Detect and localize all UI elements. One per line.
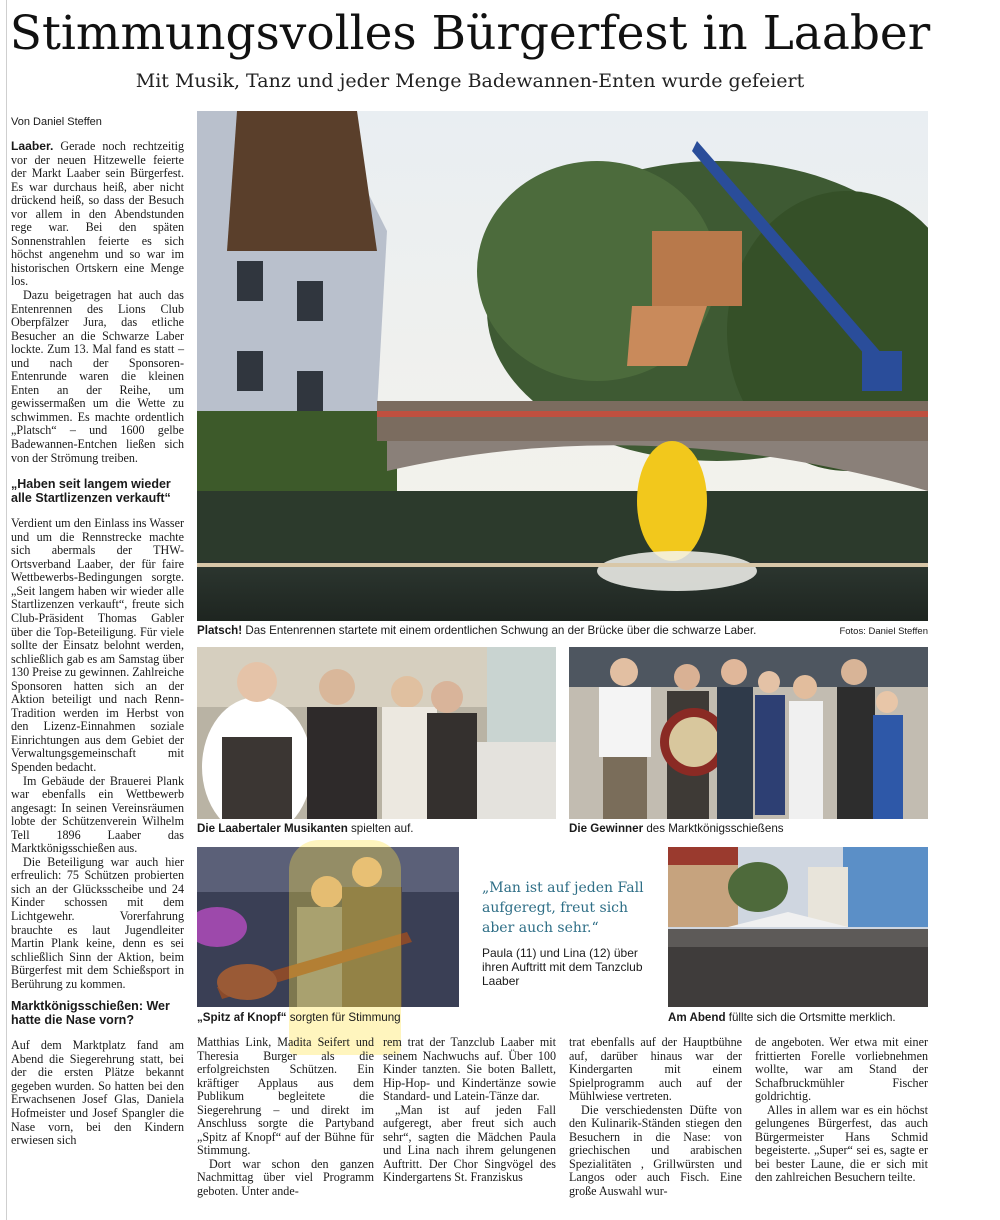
paragraph: Die verschiedensten Düfte von den Kulinarik-Ständen stiegen den Besuchern in die Nase: von griechischen und arabischen Spezialitäten , Grillwürsten und Langos oder auch Fisch. Eine große Auswahl wur- xyxy=(569,1102,742,1199)
paragraph-text: Gerade noch rechtzeitig vor der neuen Hitzewelle feierte der Markt Laaber sein Bürgerfest. Es war durchaus heiß, aber nicht drückend heiß, so dass der Besuch vor allem in den Abendstunden rege war. Bei den späten Sonnenstrahlen feierte es sich höchst angenehm und so war im historischen Ortskern eine Menge los. xyxy=(11,139,184,289)
paragraph: „Man ist auf jeden Fall aufgeregt, aber freut sich auch sehr“, sagten die Mädchen Paula und Lina nach ihrem gelungenen Auftritt. Der Chor Singvögel des Kindergartens St. Franziskus xyxy=(383,1102,556,1185)
article-column-5 xyxy=(755,1036,928,1185)
caption-bold: Platsch! xyxy=(197,624,243,637)
band-photo xyxy=(197,647,556,819)
band-photo-caption xyxy=(197,822,414,836)
main-photo-caption xyxy=(197,624,756,638)
party-photo-caption xyxy=(197,1011,401,1025)
caption-text: Das Entenrennen startete mit einem ordentlichen Schwung an der Brücke über die schwarze Laber. xyxy=(242,624,757,637)
paragraph: Die Beteiligung war auch hier erfreulich: 75 Schützen probierten sich an der Glücksscheibe und 24 Kinder schossen mit dem Lichtgewehr. Vorerfahrung brauchte es laut Jugendleiter Martin Plank keine, denn es sei schließlich Sinn der Aktion, beim Bürgerfest mit dem Schießsport in Berührung zu kommen. xyxy=(11,854,184,991)
pull-quote: „Man ist auf jeden Fall aufgeregt, freut sich aber auch sehr.“ xyxy=(482,880,644,936)
party-band-photo xyxy=(197,847,459,1007)
article-column-3 xyxy=(383,1036,556,1185)
caption-bold: „Spitz af Knopf“ xyxy=(197,1011,287,1024)
photo-credit: Fotos: Daniel Steffen xyxy=(839,626,928,637)
caption-text: des Marktkönigsschießens xyxy=(643,822,784,835)
byline: Von Daniel Steffen xyxy=(11,116,102,128)
subheading: Marktkönigsschießen: Wer hatte die Nase vorn? xyxy=(11,999,170,1028)
caption-bold: Die Gewinner xyxy=(569,822,644,835)
evening-crowd-photo xyxy=(668,847,928,1007)
pull-quote-attribution: Paula (11) und Lina (12) über ihren Auftritt mit dem Tanzclub Laaber xyxy=(482,946,643,988)
paragraph: Matthias Link, Madita Seifert und Theresia Burger als die erfolgreichsten Schützen. Ein kräftiger Applaus aus dem Publikum begleitete die Siegerehrung – und direkt im Anschluss sorgte die Partyband „Spitz af Knopf“ auf der Bühne für Stimmung. xyxy=(197,1035,374,1158)
caption-text: füllte sich die Ortsmitte merklich. xyxy=(725,1011,896,1024)
article-column-2 xyxy=(197,1036,374,1199)
subheadline: Mit Musik, Tanz und jeder Menge Badewannen-Enten wurde gefeiert xyxy=(135,70,805,92)
caption-text: spielten auf. xyxy=(347,822,414,835)
caption-bold: Die Laabertaler Musikanten xyxy=(197,822,348,835)
paragraph: Auf dem Marktplatz fand am Abend die Siegerehrung statt, bei der die ersten Plätze bekannt gegeben wurden. So hatten bei den Erwachsenen Josef Glas, Daniela Hofmeister und Josef Spangler die Nase vorn, bei den Kindern erwiesen sich xyxy=(11,1038,184,1148)
article-column-1 xyxy=(11,140,184,1148)
winners-photo xyxy=(569,647,928,819)
winners-photo-caption xyxy=(569,822,784,836)
caption-bold: Am Abend xyxy=(668,1011,726,1024)
paragraph: Im Gebäude der Brauerei Plank war ebenfalls ein Wettbewerb angesagt: In seinen Vereinsräumen lobte der Schützenverein Wilhelm Tell 1896 Laaber das Marktkönigsschießen aus. xyxy=(11,773,184,856)
paragraph: Dazu beigetragen hat auch das Entenrennen des Lions Club Oberpfälzer Jura, das etliche Besucher an die Schwarze Laber lockte. Zum 13. Mal fand es statt – und nach der Sponsoren-Entenrunde waren die kleinen Enten an der Reihe, um gewissermaßen um die Wette zu schwimmen. Es machte ordentlich „Platsch“ – und 1600 gelbe Badewannen-Entchen ließen sich von der Strömung treiben. xyxy=(11,288,184,465)
duck-race-photo xyxy=(197,111,928,621)
paragraph: Alles in allem war es ein höchst gelungenes Bürgerfest, das auch Bürgermeister Hans Schmid begeisterte. „Super“ sei es, sagte er bei bester Laune, die er sich mit den zahlreichen Besuchern teilte. xyxy=(755,1102,928,1185)
evening-photo-caption xyxy=(668,1011,896,1025)
dateline: Laaber. xyxy=(11,139,54,153)
paragraph: trat ebenfalls auf der Hauptbühne auf, darüber hinaus war der Kindergarten mit einem Spielprogramm auch auf der Mühlwiese vertreten. xyxy=(569,1035,742,1104)
paragraph: de angeboten. Wer etwa mit einer frittierten Forelle vorliebnehmen wollte, war am Stand der Schafbruckmühler Fischer goldrichtig. xyxy=(755,1035,928,1104)
paragraph xyxy=(11,140,184,289)
left-margin-rule xyxy=(6,0,7,1220)
caption-text: sorgten für Stimmung xyxy=(286,1011,401,1024)
paragraph: rem trat der Tanzclub Laaber mit seinem Nachwuchs auf. Über 100 Kinder tanzten. Sie boten Ballett, Hip-Hop- und Kindertänze sowie Standard- und Latein-Tänze dar. xyxy=(383,1035,556,1104)
article-column-4 xyxy=(569,1036,742,1199)
paragraph: Dort war schon den ganzen Nachmittag über viel Programm geboten. Unter ande- xyxy=(197,1156,374,1199)
headline: Stimmungsvolles Bürgerfest in Laaber xyxy=(9,6,931,61)
paragraph: Verdient um den Einlass ins Wasser und um die Rennstrecke machte sich abermals der THW-Ortsverband Laaber, der für faire Wettbewerbs-Bedingungen sorgte. „Seit langem haben wir wieder alle Startlizenzen verkauft“, freute sich Club-Präsident Thomas Gabler über die Top-Beteiligung. Für viele sollte der Einsatz belohnt werden, schließlich gab es am Samstag über 130 Preise zu gewinnen. Zahlreiche Sponsoren hatten sich an der Aktion beteiligt und nach Renn-Tradition werden im Herbst von den Lizenz-Einnahmen soziale Einrichtungen aus dem Gebiet der Verwaltungsgemeinschaft mit Spenden bedacht. xyxy=(11,516,184,774)
subheading: „Haben seit langem wieder alle Startlizenzen verkauft“ xyxy=(11,477,171,506)
